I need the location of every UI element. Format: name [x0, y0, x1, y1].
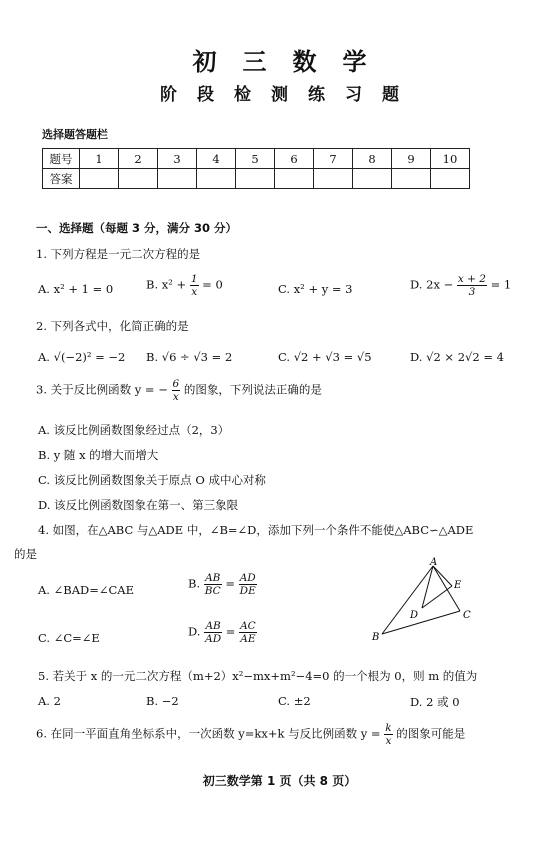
answer-cell[interactable]	[275, 169, 314, 189]
equals-sign: =	[225, 624, 236, 639]
answer-table-number: 4	[197, 149, 236, 169]
answer-table-number: 9	[392, 149, 431, 169]
numerator: AD	[239, 572, 256, 584]
question-2-option-b: B. √6 ÷ √3 = 2	[146, 350, 233, 364]
fraction	[457, 273, 487, 298]
answer-cell[interactable]	[236, 169, 275, 189]
answer-table-number: 1	[80, 149, 119, 169]
answer-table-answer-row	[43, 169, 470, 189]
answer-table-number: 10	[431, 149, 470, 169]
page-title: 初三数学	[192, 47, 393, 76]
denominator: x	[172, 391, 179, 403]
denominator: 3	[468, 286, 476, 298]
segment-bc	[382, 611, 460, 634]
question-1-stem: 1. 下列方程是一元二次方程的是	[36, 247, 201, 261]
question-5-option-c: C. ±2	[278, 694, 311, 708]
answer-table-number: 2	[119, 149, 158, 169]
answer-cell[interactable]	[197, 169, 236, 189]
answer-cell[interactable]	[314, 169, 353, 189]
fraction	[204, 572, 222, 597]
answer-cell[interactable]	[392, 169, 431, 189]
fraction	[239, 572, 257, 597]
question-1-option-a: A. x² + 1 = 0	[38, 282, 114, 296]
segment-ab	[382, 566, 433, 634]
equals-sign: =	[225, 576, 236, 591]
fraction	[172, 378, 181, 403]
question-2-option-d: D. √2 × 2√2 = 4	[410, 350, 504, 364]
numerator: 6	[172, 378, 180, 390]
fraction	[204, 620, 222, 645]
segment-ae	[433, 566, 452, 586]
answer-table-row2-label: 答案	[43, 169, 80, 189]
denominator: DE	[239, 585, 256, 597]
label-b: B	[372, 632, 380, 643]
option-b-prefix: B. x² +	[146, 277, 187, 292]
option-prefix: B.	[188, 576, 201, 591]
question-2-option-a: A. √(−2)² = −2	[38, 350, 126, 364]
question-6-stem	[36, 722, 465, 747]
option-prefix: D.	[188, 624, 201, 639]
question-4-stem-line2: 的是	[14, 547, 37, 561]
fraction	[190, 273, 199, 298]
numerator: AB	[205, 620, 221, 632]
question-2-stem: 2. 下列各式中，化简正确的是	[36, 319, 189, 333]
question-3-stem	[36, 378, 322, 403]
question-4-option-c: C. ∠C=∠E	[38, 631, 100, 645]
option-d-suffix: = 1	[490, 277, 512, 292]
stem-prefix: 3. 关于反比例函数 y = −	[36, 382, 168, 397]
denominator: BC	[204, 585, 221, 597]
denominator: x	[385, 735, 392, 747]
answer-table-number: 3	[158, 149, 197, 169]
numerator: AC	[240, 620, 256, 632]
numerator: 1	[190, 273, 198, 285]
question-2-option-c: C. √2 + √3 = √5	[278, 350, 372, 364]
question-4-option-a: A. ∠BAD=∠CAE	[38, 583, 134, 597]
numerator: k	[385, 722, 392, 734]
denominator: AD	[205, 633, 222, 645]
option-b-suffix: = 0	[202, 277, 223, 292]
question-1-option-d	[410, 273, 511, 298]
fraction	[239, 620, 257, 645]
answer-table-number: 8	[353, 149, 392, 169]
numerator: AB	[205, 572, 221, 584]
question-5-option-a: A. 2	[38, 694, 61, 708]
question-5-stem: 5. 若关于 x 的一元二次方程（m+2）x²−mx+m²−4=0 的一个根为 0，则 m 的值为	[38, 669, 478, 683]
answer-cell[interactable]	[431, 169, 470, 189]
question-5-option-d: D. 2 或 0	[410, 695, 460, 709]
answer-cell[interactable]	[80, 169, 119, 189]
label-d: D	[410, 610, 419, 621]
answer-cell[interactable]	[119, 169, 158, 189]
answer-sheet-label: 选择题答题栏	[42, 128, 108, 141]
label-e: E	[454, 580, 462, 591]
stem-suffix: 的图象可能是	[396, 726, 466, 741]
label-a: A	[430, 557, 438, 568]
question-4-option-b	[188, 572, 257, 597]
question-3-option-d: D. 该反比例函数图象在第一、第三象限	[38, 498, 239, 512]
answer-table-number: 6	[275, 149, 314, 169]
triangle-figure	[360, 556, 500, 646]
answer-table	[42, 148, 470, 189]
section-heading: 一、选择题（每题 3 分，满分 30 分）	[36, 221, 238, 235]
page-footer: 初三数学第 1 页（共 8 页）	[202, 774, 357, 788]
question-3-option-b: B. y 随 x 的增大而增大	[38, 448, 159, 462]
stem-prefix: 6. 在同一平面直角坐标系中，一次函数 y=kx+k 与反比例函数 y =	[36, 726, 381, 741]
option-d-prefix: D. 2x −	[410, 277, 454, 292]
answer-cell[interactable]	[353, 169, 392, 189]
answer-cell[interactable]	[158, 169, 197, 189]
question-1-option-b	[146, 273, 223, 298]
question-5-option-b: B. −2	[146, 694, 179, 708]
page-subtitle: 阶段检测练习题	[160, 85, 419, 105]
stem-suffix: 的图象，下列说法正确的是	[183, 382, 322, 397]
answer-table-row1-label: 题号	[43, 149, 80, 169]
denominator: AE	[240, 633, 256, 645]
fraction	[384, 722, 392, 747]
question-1-option-c: C. x² + y = 3	[278, 282, 353, 296]
label-c: C	[463, 610, 471, 621]
question-3-option-a: A. 该反比例函数图象经过点（2，3）	[38, 423, 230, 437]
answer-table-number: 5	[236, 149, 275, 169]
answer-table-number: 7	[314, 149, 353, 169]
question-4-option-d	[188, 620, 257, 645]
denominator: x	[191, 286, 198, 298]
question-3-option-c: C. 该反比例函数图象关于原点 O 成中心对称	[38, 473, 266, 487]
numerator: x + 2	[457, 273, 486, 285]
answer-table-number-row	[43, 149, 470, 169]
question-4-stem-line1: 4. 如图，在△ABC 与△ADE 中，∠B=∠D，添加下列一个条件不能使△ABC∽△ADE	[38, 523, 474, 537]
